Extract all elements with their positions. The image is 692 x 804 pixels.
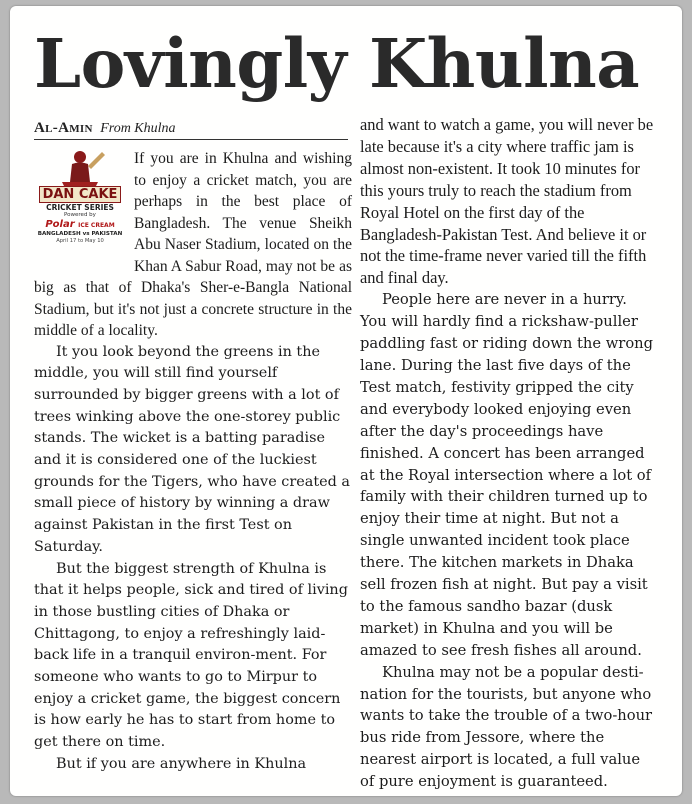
article-column-left	[34, 148, 352, 776]
brand-name: DAN CAKE	[39, 186, 122, 203]
paragraph: If you are in Khulna and wishing to enjoy a cricket match, you are perhaps in the best place of Bangladesh. The venue Sheikh Abu Naser Stadium, located on the Khan A Sabur Road, may not be as big as that of Dhaka's Sher-e-Bangla National Stadium, but it's not just a concrete structure in the middle of a locality.	[34, 150, 352, 339]
paragraph: and want to watch a game, you will never be late because it's a city where traffic jam is almost non-existent. It took 10 minutes for this yours truly to reach the stadium from Royal Hotel on the first day of the Bangladesh-Pakistan Test. And believe it or not the time-frame never varied till the fifth and final day.	[360, 115, 654, 288]
powered-by-label: Powered by	[64, 212, 96, 218]
series-label: CRICKET SERIES	[46, 203, 114, 212]
dateline-location: From Khulna	[100, 121, 176, 136]
sponsor-logo	[34, 148, 126, 258]
teams-label: BANGLADESH vs PAKISTAN	[37, 231, 123, 237]
dates-label: April 17 to May 10	[56, 238, 104, 244]
headline: Lovingly Khulna	[34, 24, 640, 103]
sponsor-brand: Polar	[45, 219, 75, 230]
sponsor-name	[45, 219, 114, 231]
byline	[34, 120, 176, 137]
sponsor-product: ICE CREAM	[78, 222, 115, 229]
newspaper-clipping	[10, 6, 682, 796]
article-column-right	[360, 114, 658, 793]
paragraph: People here are never in a hurry. You will hardly find a rickshaw-puller paddling fast or riding down the wrong lane. During the last five days of the Test match, festivity gripped the city and everybody looked enjoying even after the day's proceedings have finished. A concert has been arranged at the Royal intersection where a lot of family with their children turned up to enjoy their time at night. But not a single unwanted incident took place there. The kitchen markets in Dhaka sell frozen fish at night. But pay a visit to the famous sandho bazar (dusk market) in Khulna and you will be amazed to see fresh fishes all around.	[360, 291, 654, 659]
cricketer-icon	[50, 148, 110, 188]
paragraph: But if you are anywhere in Khulna	[56, 755, 307, 772]
paragraph: It you look beyond the greens in the middle, you will still find yourself surrounded by bigger greens with a lot of trees winking above the one-storey public stands. The wicket is a batting paradise and it is considered one of the luckiest grounds for the Tigers, who have created a small piece of history by winning a draw against Pakistan in the first Test on Saturday.	[34, 343, 350, 555]
paragraph: But the biggest strength of Khulna is that it helps people, sick and tired of living in those bustling cities of Dhaka or Chittagong, to enjoy a refreshingly laid-back life in a tranquil environ-ment. For someone who wants to go to Mirpur to enjoy a cricket game, the biggest concern is how early he has to start from home to get there on time.	[34, 560, 348, 751]
paragraph: Khulna may not be a popular desti-nation for the tourists, but anyone who wants to take the trouble of a two-hour bus ride from Jessore, where the nearest airport is located, a full value of pure enjoyment is guaranteed.	[360, 663, 653, 791]
author-name: Al-Amin	[34, 120, 93, 136]
byline-rule	[34, 139, 348, 140]
